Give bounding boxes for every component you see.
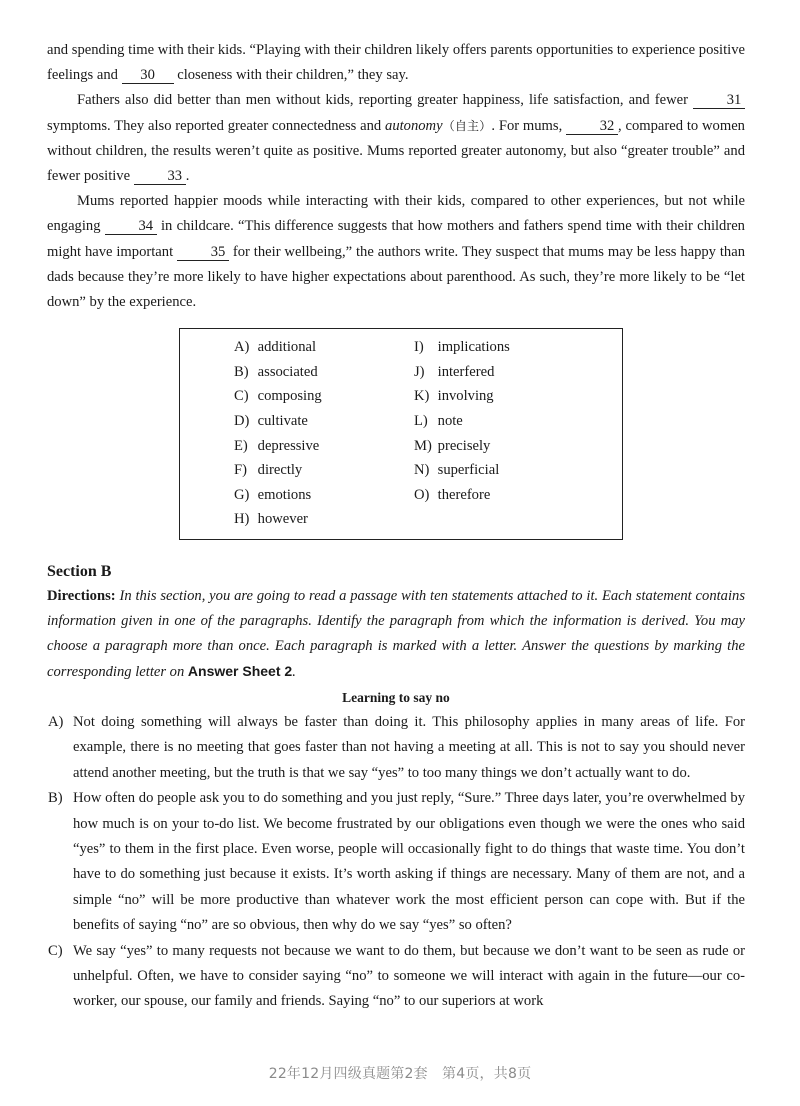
word-bank-item	[234, 360, 414, 385]
section-title: Section B	[47, 562, 112, 580]
passage-paragraphs	[47, 710, 745, 1015]
text-run: in childcare. “This difference suggests that how mothers and fathers spend time with their children might have important	[47, 218, 745, 260]
paragraph-text: How often do people ask you to do something and you just reply, “Sure.” Three days later, you’re overwhelmed by how much is on your to-do list. We become frustrated by our obligations even though we were the ones who said “yes” to them in the first place. Even worse, people will occasionally fight to do things that waste time. You don’t have to do something just because it exists. It’s worth asking if things are necessary. Many of them are not, and a simple “no” will be more productive than whatever work the most efficient person can cope with. But if the benefits of saying “no” are so obvious, then why do we say “yes” so often?	[73, 790, 745, 934]
word-bank-word: depressive	[257, 437, 320, 454]
paragraph-letter: C)	[48, 942, 63, 959]
blank-34[interactable]: 34	[105, 219, 157, 235]
text-run: Mums reported happier moods while interacting with their kids, compared to other experiences, but not while engaging	[47, 193, 745, 235]
word-bank-word: however	[257, 511, 308, 528]
word-bank-word: emotions	[257, 486, 312, 503]
blank-30[interactable]: 30	[122, 68, 174, 84]
directions-label: Directions:	[47, 587, 116, 604]
word-bank-item	[234, 458, 414, 483]
chinese-gloss: （自主）	[442, 118, 492, 133]
word-bank-letter: J)	[414, 363, 425, 380]
passage-title: Learning to say no	[342, 689, 450, 705]
word-bank-word: precisely	[437, 437, 491, 454]
word-bank-letter: M)	[414, 437, 432, 454]
word-bank-word: therefore	[437, 486, 491, 503]
word-bank-letter: N)	[414, 462, 430, 479]
word-bank-item	[414, 360, 594, 385]
text-run: . For mums,	[491, 117, 567, 134]
blank-35[interactable]: 35	[177, 245, 229, 261]
word-bank-item	[414, 384, 594, 409]
word-bank-letter: D)	[234, 413, 250, 430]
word-bank-word: implications	[437, 339, 510, 356]
word-bank-item	[234, 335, 414, 360]
passage-paragraph	[48, 939, 745, 1015]
paragraph-continuation	[47, 38, 745, 88]
word-bank-item	[234, 384, 414, 409]
word-bank-item	[414, 335, 594, 360]
word-bank-word: additional	[257, 339, 317, 356]
text-run: closeness with their children,” they say.	[173, 67, 409, 84]
answer-sheet-label: Answer Sheet 2	[187, 662, 293, 679]
text-run: for their wellbeing,” the authors write. They suspect that mums may be less happy than dads because they’re more likely to have higher expectations about parenthood. As such, they’re more likely to be “let down” by the experience.	[47, 243, 745, 311]
exam-page	[47, 38, 745, 1015]
blank-31[interactable]: 31	[693, 93, 745, 109]
word-bank-letter: L)	[414, 413, 428, 430]
text-run: Fathers also did better than men without kids, reporting greater happiness, life satisfaction, and fewer	[77, 92, 693, 109]
word-bank-item	[234, 434, 414, 459]
word-bank-word: associated	[257, 363, 318, 380]
word-bank-item	[234, 483, 414, 508]
word-bank-letter: G)	[234, 486, 250, 503]
text-run: , compared to women without children, the results weren’t quite as positive. Mums reported greater autonomy, but also “greater trouble” and fewer positive	[47, 117, 745, 185]
word-bank-letter: F)	[234, 462, 247, 479]
text-run: symptoms. They also reported greater connectedness and	[47, 117, 386, 134]
word-bank-item	[414, 434, 594, 459]
word-bank-word: directly	[257, 462, 303, 479]
word-bank-word: cultivate	[257, 413, 308, 430]
text-run: and spending time with their kids. “Playing with their children likely offers parents opportunities to experience positive feelings and	[47, 42, 745, 84]
term-autonomy: autonomy	[385, 117, 443, 134]
paragraph-mums	[47, 189, 745, 315]
directions	[47, 584, 745, 685]
word-bank-letter: B)	[234, 363, 249, 380]
paragraph-letter: B)	[48, 790, 63, 807]
word-bank-word: superficial	[437, 462, 500, 479]
word-bank-letter: K)	[414, 388, 430, 405]
word-bank-item	[234, 409, 414, 434]
paragraph-text: Not doing something will always be faster than doing it. This philosophy applies in many areas of life. For example, there is no meeting that goes faster than not having a meeting at all. This is not to say you should never attend another meeting, but the truth is that we say “yes” to too many things we don’t actually want to do.	[73, 713, 745, 781]
word-bank-letter: I)	[414, 339, 424, 356]
word-bank-item	[414, 409, 594, 434]
passage-paragraph	[48, 710, 745, 786]
text-run: .	[185, 168, 190, 185]
word-bank-letter: A)	[234, 339, 250, 356]
word-bank-item	[234, 507, 414, 532]
word-bank-letter: H)	[234, 511, 250, 528]
word-bank-word: composing	[257, 388, 322, 405]
word-bank-item	[414, 483, 594, 508]
word-bank	[179, 328, 623, 540]
word-bank-word: involving	[437, 388, 494, 405]
paragraph-text: We say “yes” to many requests not because we want to do them, but because we don’t want to be seen as rude or unhelpful. Often, we have to consider saying “no” to someone we will interact with again in the future—our co-worker, our spouse, our family and friends. Saying “no” to our superiors at work	[73, 942, 745, 1010]
word-bank-letter: O)	[414, 486, 430, 503]
passage-paragraph	[48, 786, 745, 938]
blank-33[interactable]: 33	[134, 169, 186, 185]
word-bank-item	[414, 458, 594, 483]
blank-32[interactable]: 32	[566, 119, 618, 135]
word-bank-word: note	[437, 413, 463, 430]
directions-end: .	[292, 663, 296, 680]
word-bank-letter: E)	[234, 437, 248, 454]
word-bank-grid	[180, 335, 622, 532]
word-bank-word: interfered	[437, 363, 495, 380]
paragraph-fathers	[47, 88, 745, 189]
page-footer: 22年12月四级真题第2套 第4页，共8页	[268, 1066, 532, 1082]
word-bank-letter: C)	[234, 388, 249, 405]
directions-text: In this section, you are going to read a passage with ten statements attached to it. Each statement contains information given in one of the paragraphs. Identify the paragraph from which the information is derived. You may choose a paragraph more than once. Each paragraph is marked with a letter. Answer the questions by marking the corresponding letter on	[47, 587, 745, 680]
paragraph-letter: A)	[48, 713, 64, 730]
